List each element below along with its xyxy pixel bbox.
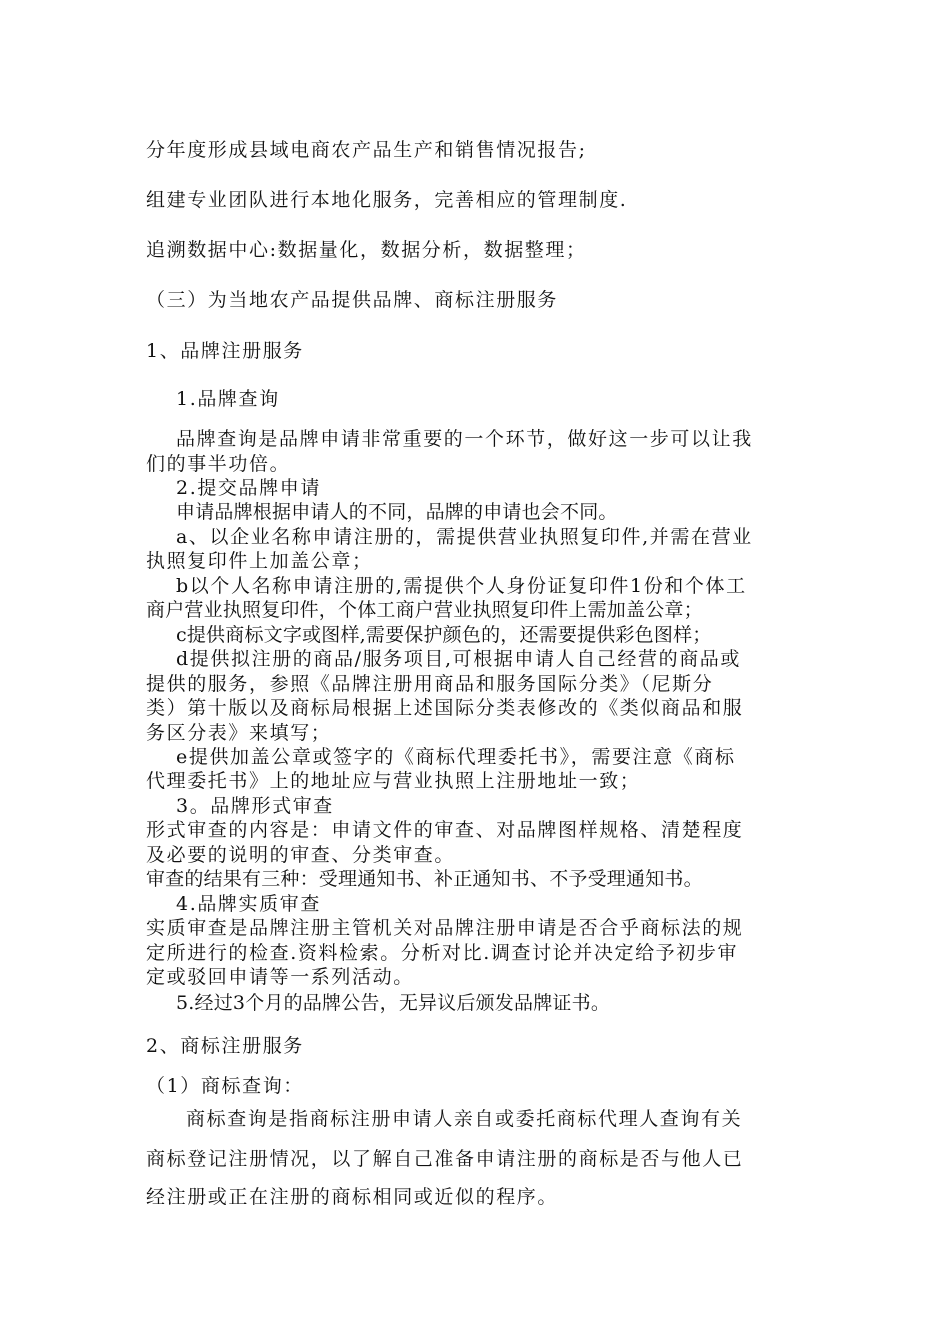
- text-line: 及必要的说明的审查、分类审查。: [146, 844, 456, 866]
- text-line: 提供的服务，参照《品牌注册用商品和服务国际分类》（尼斯分: [146, 673, 714, 695]
- item-heading: 4.品牌实质审查: [176, 893, 321, 915]
- text-line: 定或驳回申请等一系列活动。: [146, 966, 414, 988]
- text-line: 类）第十版以及商标局根据上述国际分类表修改的《类似商品和服: [146, 697, 744, 719]
- text-line: 商标查询是指商标注册申请人亲自或委托商标代理人查询有关: [186, 1108, 743, 1130]
- text-line: e提供加盖公章或签字的《商标代理委托书》，需要注意《商标: [176, 746, 736, 768]
- text-line: 5.经过3个月的品牌公告，无异议后颁发品牌证书。: [176, 992, 611, 1014]
- text-line: 执照复印件上加盖公章；: [146, 550, 373, 572]
- item-heading: 2.提交品牌申请: [176, 477, 321, 499]
- text-line: 审查的结果有三种：受理通知书、补正通知书、不予受理通知书。: [146, 868, 703, 890]
- text-line: c提供商标文字或图样,需要保护颜色的，还需要提供彩色图样；: [176, 624, 712, 646]
- subsection-heading: 1、品牌注册服务: [146, 340, 304, 362]
- item-heading: 1.品牌查询: [176, 388, 280, 410]
- section-heading: （三）为当地农产品提供品牌、商标注册服务: [146, 289, 559, 311]
- subsection-heading: 2、商标注册服务: [146, 1035, 304, 1057]
- text-line: 组建专业团队进行本地化服务，完善相应的管理制度.: [146, 189, 628, 211]
- text-line: a、以企业名称申请注册的，需提供营业执照复印件,并需在营业: [176, 526, 753, 548]
- text-line: 实质审查是品牌注册主管机关对品牌注册申请是否合乎商标法的规: [146, 917, 744, 939]
- text-line: 定所进行的检查.资料检索。分析对比.调查讨论并决定给予初步审: [146, 942, 739, 964]
- item-heading: （1）商标查询：: [146, 1075, 304, 1097]
- text-line: 申请品牌根据申请人的不同，品牌的申请也会不同。: [176, 501, 618, 523]
- text-line: 分年度形成县域电商农产品生产和销售情况报告;: [146, 139, 587, 161]
- text-line: 商标登记注册情况，以了解自己准备申请注册的商标是否与他人已: [146, 1148, 744, 1170]
- text-line: 追溯数据中心:数据量化，数据分析，数据整理；: [146, 239, 587, 261]
- text-line: 形式审查的内容是：申请文件的审查、对品牌图样规格、清楚程度: [146, 819, 744, 841]
- text-line: 经注册或正在注册的商标相同或近似的程序。: [146, 1186, 559, 1208]
- text-line: 们的事半功倍。: [146, 453, 291, 475]
- text-line: 品牌查询是品牌申请非常重要的一个环节，做好这一步可以让我: [176, 428, 753, 450]
- text-line: 代理委托书》上的地址应与营业执照上注册地址一致；: [146, 770, 641, 792]
- text-line: b以个人名称申请注册的,需提供个人身份证复印件1份和个体工: [176, 575, 747, 597]
- text-line: 务区分表》来填写；: [146, 722, 332, 744]
- text-line: d提供拟注册的商品/服务项目,可根据申请人自己经营的商品或: [176, 648, 742, 670]
- item-heading: 3。品牌形式审查: [176, 795, 334, 817]
- text-line: 商户营业执照复印件，个体工商户营业执照复印件上需加盖公章；: [146, 599, 703, 621]
